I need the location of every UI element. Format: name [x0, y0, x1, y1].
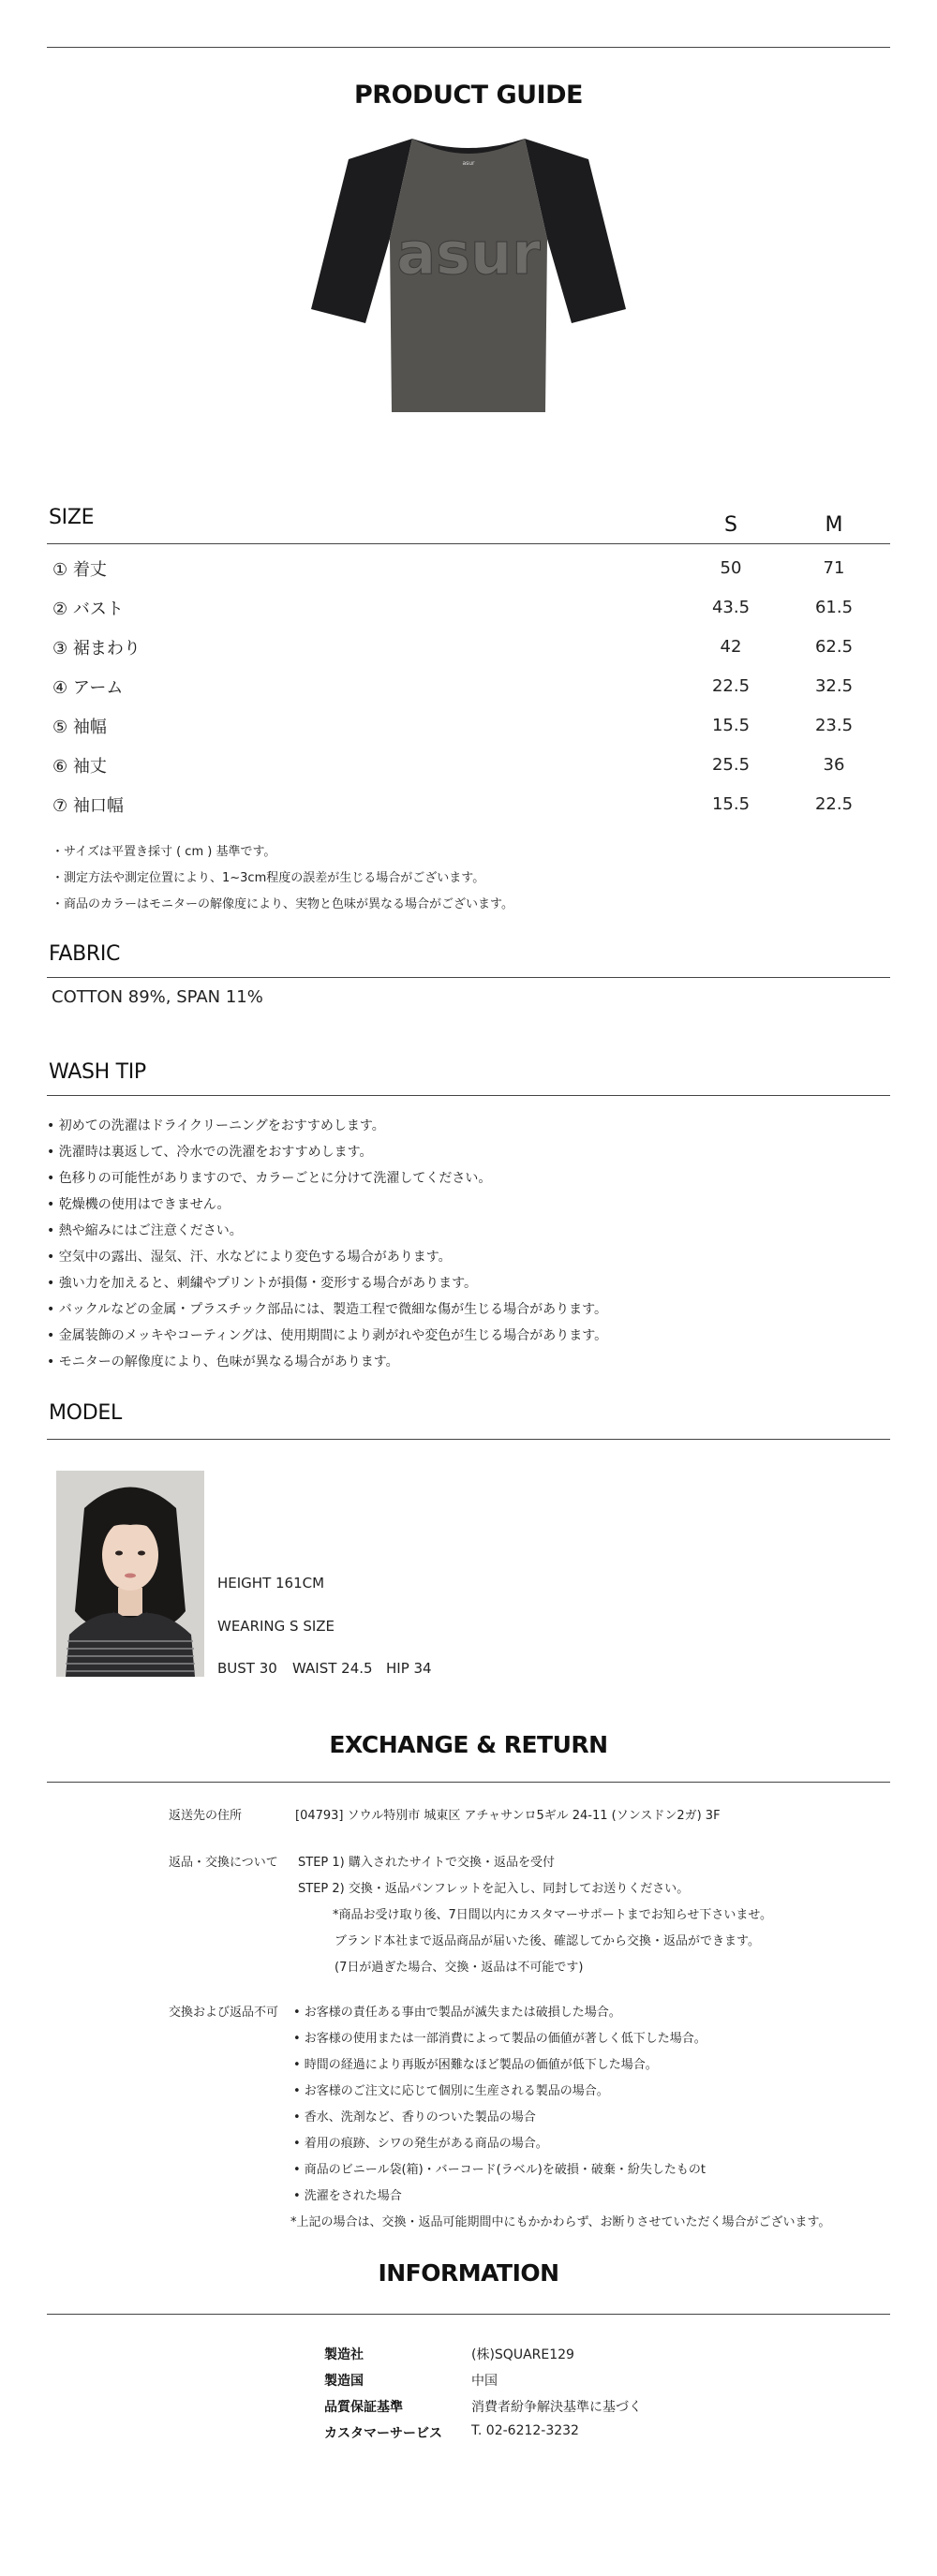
not-allowed-item: • 洗濯をされた場合 — [293, 2189, 402, 2203]
not-allowed-item: • 時間の経過により再販が困難なほど製品の価値が低下した場合。 — [293, 2058, 658, 2072]
procedure-note: (7日が過ぎた場合、交換・返品は不可能です) — [335, 1961, 584, 1975]
not-allowed-item: • 商品のビニール袋(箱)・バーコード(ラベル)を破損・破棄・紛失したものt — [293, 2163, 706, 2177]
size-m-value: 32.5 — [814, 676, 854, 696]
size-col-s: S — [724, 513, 737, 537]
address-text: [04793] ソウル特別市 城東区 アチャサンロ5ギル 24-11 (ソンスドン2ガ) 3F — [295, 1809, 721, 1823]
info-label: カスタマーサービス — [324, 2426, 442, 2441]
size-row-label: ④ アーム — [52, 678, 124, 698]
product-guide-title: PRODUCT GUIDE — [354, 81, 583, 110]
size-row-label: ② バスト — [52, 600, 124, 619]
model-waist: WAIST 24.5 — [292, 1660, 373, 1677]
size-row — [49, 635, 892, 663]
size-s-value: 15.5 — [711, 716, 751, 735]
size-m-value: 71 — [823, 558, 845, 578]
size-note: ・測定方法や測定位置により、1~3cm程度の誤差が生じる場合がございます。 — [52, 871, 485, 885]
size-col-m: M — [825, 513, 843, 537]
exchange-divider — [47, 1782, 890, 1783]
wash-tip-item: • 初めての洗濯はドライクリーニングをおすすめします。 — [47, 1118, 385, 1133]
size-row-label: ⑦ 袖口幅 — [52, 796, 124, 816]
wash-tip-item: • 金属装飾のメッキやコーティングは、使用期間により剥がれや変色が生じる場合があります。 — [47, 1328, 608, 1343]
shirt-print: asur — [396, 219, 541, 288]
shirt-label: asur — [462, 160, 475, 167]
information-divider — [47, 2314, 890, 2315]
wash-tip-item: • 洗濯時は裏返して、冷水での洗濯をおすすめします。 — [47, 1145, 373, 1160]
size-s-value: 15.5 — [711, 794, 751, 814]
size-s-value: 25.5 — [711, 755, 751, 775]
size-m-value: 23.5 — [814, 716, 854, 735]
product-image — [300, 131, 637, 422]
size-m-value: 62.5 — [814, 637, 854, 657]
info-value: 中国 — [471, 2374, 498, 2389]
size-m-value: 61.5 — [814, 598, 854, 617]
model-wearing: WEARING S SIZE — [217, 1618, 335, 1635]
procedure-note: ブランド本社まで返品商品が届いた後、確認してから交換・返品ができます。 — [335, 1934, 760, 1948]
size-row-label: ① 着丈 — [52, 560, 107, 580]
model-hip: HIP 34 — [386, 1660, 432, 1677]
info-value: 消費者紛争解決基準に基づく — [471, 2400, 642, 2415]
model-height: HEIGHT 161CM — [217, 1575, 325, 1591]
size-divider — [47, 543, 890, 544]
model-divider — [47, 1439, 890, 1440]
size-row — [49, 714, 892, 742]
wash-tip-title: WASH TIP — [49, 1060, 146, 1084]
size-s-value: 50 — [720, 558, 742, 578]
size-row — [49, 753, 892, 781]
not-allowed-item: • 着用の痕跡、シワの発生がある商品の場合。 — [293, 2137, 548, 2151]
size-row — [49, 556, 892, 585]
size-title: SIZE — [49, 506, 95, 529]
size-row-label: ③ 裾まわり — [52, 639, 141, 659]
wash-tip-item: • 色移りの可能性がありますので、カラーごとに分けて洗濯してください。 — [47, 1171, 492, 1186]
size-row — [49, 674, 892, 703]
not-allowed-item: • 香水、洗剤など、香りのついた製品の場合 — [293, 2110, 536, 2124]
info-value: (株)SQUARE129 — [471, 2347, 574, 2362]
procedure-label: 返品・交換について — [169, 1856, 278, 1870]
info-label: 品質保証基準 — [324, 2400, 403, 2415]
size-s-value: 42 — [720, 637, 742, 657]
wash-tip-divider — [47, 1095, 890, 1096]
wash-tip-item: • 熱や縮みにはご注意ください。 — [47, 1223, 243, 1238]
size-s-value: 43.5 — [711, 598, 751, 617]
procedure-step: STEP 1) 購入されたサイトで交換・返品を受付 — [298, 1856, 555, 1870]
top-divider — [47, 47, 890, 48]
size-m-value: 22.5 — [814, 794, 854, 814]
wash-tip-item: • 強い力を加えると、刺繍やプリントが損傷・変形する場合があります。 — [47, 1276, 478, 1291]
info-label: 製造国 — [324, 2374, 364, 2389]
wash-tip-item: • 乾燥機の使用はできません。 — [47, 1197, 231, 1212]
info-value: T. 02-6212-3232 — [471, 2423, 579, 2438]
procedure-note: *商品お受け取り後、7日間以内にカスタマーサポートまでお知らせ下さいませ。 — [333, 1908, 772, 1922]
model-bust: BUST 30 — [217, 1660, 277, 1677]
address-label: 返送先の住所 — [169, 1809, 243, 1823]
size-note: ・商品のカラーはモニターの解像度により、実物と色味が異なる場合がございます。 — [52, 897, 513, 911]
wash-tip-item: • モニターの解像度により、色味が異なる場合があります。 — [47, 1355, 399, 1369]
fabric-divider — [47, 977, 890, 978]
size-row-label: ⑤ 袖幅 — [52, 718, 107, 737]
exchange-title: EXCHANGE & RETURN — [329, 1731, 608, 1758]
size-row — [49, 792, 892, 821]
not-allowed-label: 交換および返品不可 — [169, 2006, 279, 2020]
information-title: INFORMATION — [378, 2259, 559, 2287]
not-allowed-item: • お客様の責任ある事由で製品が滅失または破損した場合。 — [293, 2006, 621, 2020]
fabric-title: FABRIC — [49, 942, 121, 966]
not-allowed-item: • お客様の使用または一部消費によって製品の価値が著しく低下した場合。 — [293, 2032, 706, 2046]
info-label: 製造社 — [324, 2347, 364, 2362]
wash-tip-item: • バックルなどの金属・プラスチック部品には、製造工程で微細な傷が生じる場合があります。 — [47, 1302, 608, 1317]
model-photo — [56, 1471, 204, 1677]
size-s-value: 22.5 — [711, 676, 751, 696]
procedure-step: STEP 2) 交換・返品パンフレットを記入し、同封してお送りください。 — [298, 1882, 690, 1896]
fabric-text: COTTON 89%, SPAN 11% — [52, 987, 263, 1007]
size-note: ・サイズは平置き採寸 ( cm ) 基準です。 — [52, 845, 276, 859]
exchange-footnote: *上記の場合は、交換・返品可能期間中にもかかわらず、お断りさせていただく場合がございます。 — [290, 2215, 831, 2229]
size-m-value: 36 — [823, 755, 845, 775]
wash-tip-item: • 空気中の露出、湿気、汗、水などにより変色する場合があります。 — [47, 1250, 452, 1265]
size-row-label: ⑥ 袖丈 — [52, 757, 107, 777]
size-row — [49, 596, 892, 624]
model-title: MODEL — [49, 1401, 122, 1425]
not-allowed-item: • お客様のご注文に応じて個別に生産される製品の場合。 — [293, 2084, 609, 2098]
